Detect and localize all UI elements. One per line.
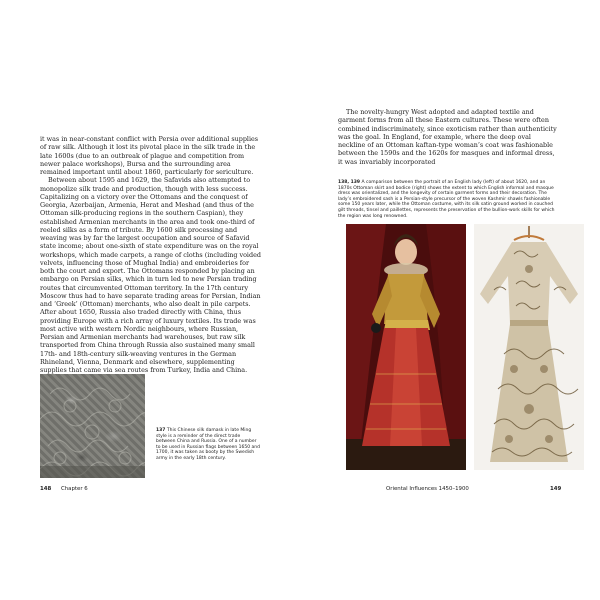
portrait-figure-icon (346, 224, 466, 470)
caption-text: A comparison between the portrait of an English lady (left) of about 1620, and an 1870s Ottoman skirt and bodice (right) shows the extent to which English informal and masque dress was orientalized, and the longevity of certain garment forms and their decoration. The lady’s embroidered sash is a Persian-style precursor of the woven Kashmir shawls fashionable some 150 years later, while the Ottoman costume, with its silk satin ground worked in couched gilt threads, tinsel and paillettes, represents the preservation of the bullion-work skills for which the region was long renowned. (338, 180, 555, 219)
english-lady-portrait (346, 224, 466, 470)
page-number-right: 149 (550, 486, 562, 492)
page-number-left: 148 (40, 486, 52, 492)
ottoman-costume-image (474, 224, 584, 470)
left-footer (40, 486, 88, 492)
caption-number: 138, 139 (338, 180, 361, 185)
right-page (300, 0, 600, 600)
right-page-number (550, 486, 561, 492)
left-paragraph-1: it was in near-constant conflict with Persia over additional supplies of raw silk. Although it lost its pivotal place in the silk trade in the late 1600s (due to an outbreak of plague and competition from newer palace workshops), Bursa and the surrounding area remained important until about 1860, particularly for sericulture. (40, 135, 259, 176)
left-caption (156, 428, 260, 462)
right-caption (338, 180, 560, 219)
costume-figure-icon (474, 224, 584, 470)
left-paragraph-2: Between about 1595 and 1629, the Safavids also attempted to monopolize silk trade and production, though with less success. Capitalizing on a victory over the Ottomans and the conquest of Georgia, Azerbaijan, Armenia, Herat and Meshad (and thus of the Ottoman silk-producing regions in the southern Caspian), they established Armenian merchants in the area and took one-third of reeled silks as a form of tribute. By 1600 silk processing and weaving was by far the largest occupation and source of Safavid state income; about one-sixth of state expenditure was on the royal workshops, which made carpets, a range of cloths (including voided velvets, influencing those of Mughal India) and embroideries for both the court and export. The Ottomans responded by placing an embargo on Persian silks, which in turn led to new Persian trading routes that circumvented Ottoman territory. In the 17th century Moscow thus had to have separate trading areas for Persian, Indian and ‘Greek’ (Ottoman) merchants, who also dealt in pile carpets. After about 1650, Russia also traded directly with China, thus providing Europe with a rich array of luxury textiles. Its trade was most active with western Nordic neighbours, where Russian, Persian and Armenian merchants had warehouses, but raw silk transported from China through Russia also sustained many small 17th- and 18th-century silk-weaving ventures in the German Rhineland, Vienna, Denmark and elsewhere, supplementing supplies that came via sea routes from Turkey, India and China. (40, 176, 261, 374)
silk-damask-image (40, 374, 145, 478)
caption-text: This Chinese silk damask in late Ming style is a reminder of the direct trade between China and Russia. One of a number to be used in Russian flags between 1650 and 1700, it was taken as booty by the Swedish army in the early 18th century. (156, 428, 261, 461)
damask-pattern-icon (40, 374, 145, 478)
right-paragraph-1: The novelty-hungry West adopted and adapted textile and garment forms from all these Eastern cultures. These were often combined indiscriminately, since exoticism rather than authenticity was the goal. In England, for example, where the deep oval neckline of an Ottoman kaftan-type woman’s coat was fashionable between the 1590s and the 1620s for masques and informal dress, it was invariably incorporated (338, 108, 557, 166)
running-head-right: Oriental Influences 1450–1900 (386, 486, 469, 492)
right-running-head (386, 486, 469, 492)
left-body-text (40, 135, 262, 374)
right-body-text (338, 108, 560, 166)
running-head-left: Chapter 6 (60, 486, 88, 492)
caption-number: 137 (156, 428, 166, 433)
